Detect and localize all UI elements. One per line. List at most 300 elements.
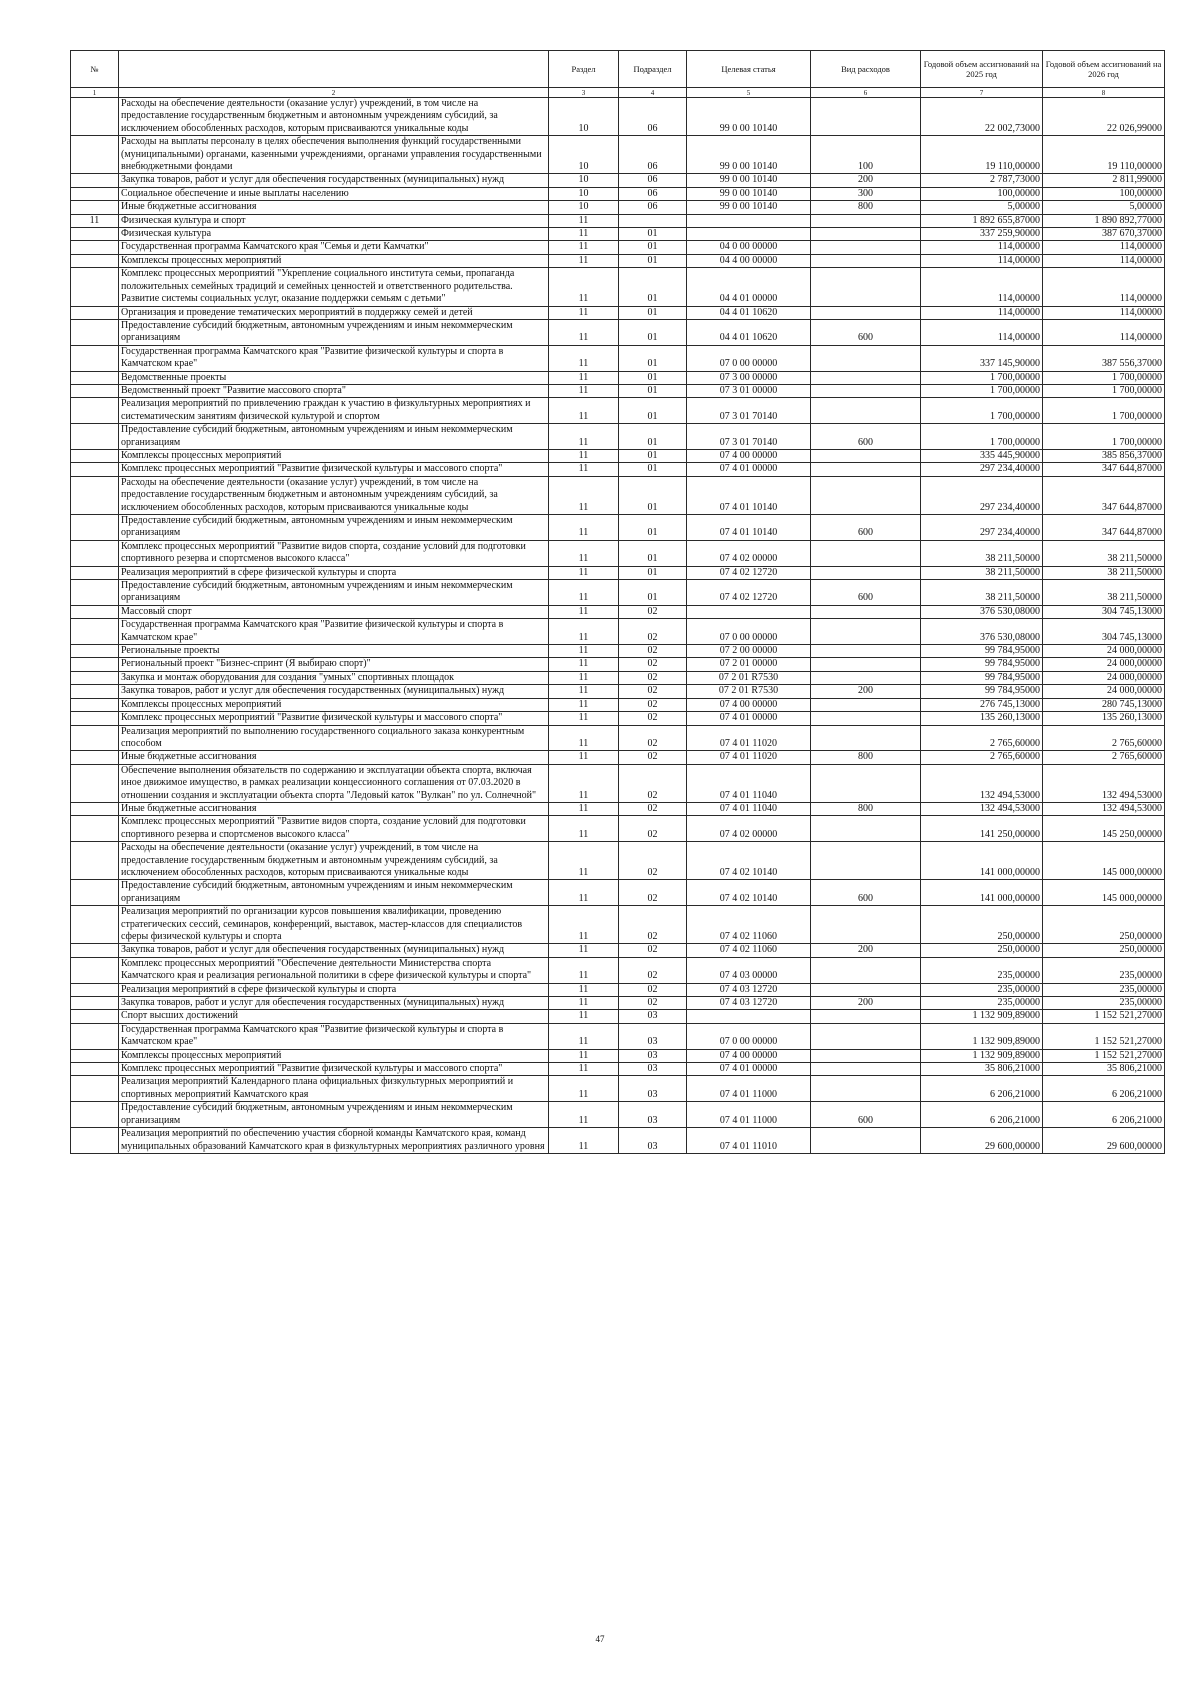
row-number-cell xyxy=(71,515,119,541)
target-article-cell: 07 0 00 00000 xyxy=(687,619,811,645)
expense-type-cell xyxy=(811,712,921,725)
target-article-cell: 07 3 01 70140 xyxy=(687,398,811,424)
header-volume-2025: Годовой объем ассигнований на 2025 год xyxy=(921,51,1043,88)
section-cell: 11 xyxy=(549,540,619,566)
volume-2026-cell: 2 811,99000 xyxy=(1043,174,1165,187)
target-article-cell: 07 4 00 00000 xyxy=(687,698,811,711)
volume-2025-cell: 29 600,00000 xyxy=(921,1128,1043,1154)
column-number: 6 xyxy=(811,88,921,98)
expense-type-cell xyxy=(811,957,921,983)
volume-2025-cell: 276 745,13000 xyxy=(921,698,1043,711)
volume-2025-cell: 135 260,13000 xyxy=(921,712,1043,725)
volume-2026-cell: 387 670,37000 xyxy=(1043,228,1165,241)
volume-2026-cell: 1 700,00000 xyxy=(1043,371,1165,384)
section-cell: 11 xyxy=(549,580,619,606)
volume-2025-cell: 297 234,40000 xyxy=(921,515,1043,541)
target-article-cell: 04 0 00 00000 xyxy=(687,241,811,254)
section-cell: 11 xyxy=(549,566,619,579)
column-number: 2 xyxy=(119,88,549,98)
subsection-cell: 01 xyxy=(619,540,687,566)
subsection-cell: 01 xyxy=(619,228,687,241)
volume-2026-cell: 387 556,37000 xyxy=(1043,345,1165,371)
item-name-cell: Государственная программа Камчатского края "Развитие физической культуры и спорта в Камчатском крае" xyxy=(119,1023,549,1049)
volume-2026-cell: 347 644,87000 xyxy=(1043,476,1165,514)
section-cell: 11 xyxy=(549,398,619,424)
section-cell: 11 xyxy=(549,957,619,983)
subsection-cell: 03 xyxy=(619,1076,687,1102)
expense-type-cell xyxy=(811,725,921,751)
expense-type-cell xyxy=(811,1010,921,1023)
target-article-cell xyxy=(687,228,811,241)
table-row xyxy=(71,698,1165,711)
header-volume-2026: Годовой объем ассигнований на 2026 год xyxy=(1043,51,1165,88)
item-name-cell: Закупка товаров, работ и услуг для обеспечения государственных (муниципальных) нужд xyxy=(119,944,549,957)
row-number-cell xyxy=(71,1049,119,1062)
section-cell: 11 xyxy=(549,214,619,227)
volume-2025-cell: 2 787,73000 xyxy=(921,174,1043,187)
section-cell: 10 xyxy=(549,98,619,136)
volume-2026-cell: 38 211,50000 xyxy=(1043,580,1165,606)
row-number-cell xyxy=(71,449,119,462)
row-number-cell xyxy=(71,566,119,579)
section-cell: 11 xyxy=(549,645,619,658)
section-cell: 11 xyxy=(549,1128,619,1154)
target-article-cell: 99 0 00 10140 xyxy=(687,174,811,187)
subsection-cell: 03 xyxy=(619,1102,687,1128)
table-row xyxy=(71,424,1165,450)
item-name-cell: Предоставление субсидий бюджетным, автономным учреждениям и иным некоммерческим организациям xyxy=(119,424,549,450)
volume-2025-cell: 2 765,60000 xyxy=(921,725,1043,751)
header-num: № xyxy=(71,51,119,88)
volume-2026-cell: 6 206,21000 xyxy=(1043,1102,1165,1128)
item-name-cell: Предоставление субсидий бюджетным, автономным учреждениям и иным некоммерческим организациям xyxy=(119,580,549,606)
subsection-cell: 02 xyxy=(619,698,687,711)
target-article-cell: 07 4 02 10140 xyxy=(687,880,811,906)
subsection-cell: 01 xyxy=(619,371,687,384)
volume-2026-cell: 347 644,87000 xyxy=(1043,463,1165,476)
row-number-cell xyxy=(71,725,119,751)
volume-2025-cell: 114,00000 xyxy=(921,306,1043,319)
item-name-cell: Региональный проект "Бизнес-спринт (Я выбираю спорт)" xyxy=(119,658,549,671)
section-cell: 10 xyxy=(549,201,619,214)
target-article-cell: 07 4 01 11000 xyxy=(687,1076,811,1102)
row-number-cell xyxy=(71,645,119,658)
expense-type-cell xyxy=(811,816,921,842)
table-row xyxy=(71,1049,1165,1062)
expense-type-cell xyxy=(811,764,921,802)
target-article-cell: 07 4 01 11020 xyxy=(687,725,811,751)
table-row xyxy=(71,764,1165,802)
subsection-cell: 02 xyxy=(619,712,687,725)
volume-2025-cell: 235,00000 xyxy=(921,983,1043,996)
volume-2025-cell: 1 700,00000 xyxy=(921,371,1043,384)
subsection-cell: 01 xyxy=(619,449,687,462)
section-cell: 10 xyxy=(549,136,619,174)
item-name-cell: Комплекс процессных мероприятий "Развитие видов спорта, создание условий для подготовки спортивного резерва и спортсменов высокого класса" xyxy=(119,540,549,566)
table-row xyxy=(71,268,1165,306)
expense-type-cell: 600 xyxy=(811,424,921,450)
item-name-cell: Закупка и монтаж оборудования для создания "умных" спортивных площадок xyxy=(119,671,549,684)
item-name-cell: Комплексы процессных мероприятий xyxy=(119,254,549,267)
row-number-cell xyxy=(71,463,119,476)
item-name-cell: Физическая культура xyxy=(119,228,549,241)
volume-2025-cell: 132 494,53000 xyxy=(921,802,1043,815)
volume-2026-cell: 24 000,00000 xyxy=(1043,658,1165,671)
item-name-cell: Иные бюджетные ассигнования xyxy=(119,802,549,815)
section-cell: 11 xyxy=(549,906,619,944)
volume-2026-cell: 1 152 521,27000 xyxy=(1043,1023,1165,1049)
item-name-cell: Комплекс процессных мероприятий "Развитие физической культуры и массового спорта" xyxy=(119,463,549,476)
volume-2025-cell: 337 145,90000 xyxy=(921,345,1043,371)
table-row xyxy=(71,842,1165,880)
target-article-cell: 07 2 00 00000 xyxy=(687,645,811,658)
expense-type-cell xyxy=(811,241,921,254)
item-name-cell: Физическая культура и спорт xyxy=(119,214,549,227)
expense-type-cell xyxy=(811,476,921,514)
volume-2026-cell: 19 110,00000 xyxy=(1043,136,1165,174)
row-number-cell xyxy=(71,540,119,566)
subsection-cell: 02 xyxy=(619,880,687,906)
item-name-cell: Расходы на обеспечение деятельности (оказание услуг) учреждений, в том числе на предоставление государственным бюджетным и автономным учреждениям субсидий, за исключением обособленных расходов, которым присваиваются уникальные коды xyxy=(119,842,549,880)
row-number-cell xyxy=(71,228,119,241)
subsection-cell: 02 xyxy=(619,906,687,944)
item-name-cell: Ведомственные проекты xyxy=(119,371,549,384)
section-cell: 11 xyxy=(549,880,619,906)
volume-2026-cell: 385 856,37000 xyxy=(1043,449,1165,462)
volume-2026-cell: 250,00000 xyxy=(1043,906,1165,944)
target-article-cell: 07 0 00 00000 xyxy=(687,345,811,371)
table-row xyxy=(71,1010,1165,1023)
item-name-cell: Социальное обеспечение и иные выплаты населению xyxy=(119,187,549,200)
section-cell: 11 xyxy=(549,751,619,764)
volume-2026-cell: 29 600,00000 xyxy=(1043,1128,1165,1154)
item-name-cell: Спорт высших достижений xyxy=(119,1010,549,1023)
volume-2026-cell: 235,00000 xyxy=(1043,983,1165,996)
table-row xyxy=(71,906,1165,944)
expense-type-cell xyxy=(811,254,921,267)
expense-type-cell xyxy=(811,1128,921,1154)
expense-type-cell xyxy=(811,1023,921,1049)
item-name-cell: Обеспечение выполнения обязательств по содержанию и эксплуатации объекта спорта, включая иное движимое имущество, в рамках реализации концессионного соглашения от 07.03.2020 в отношении создания и эксплуатации объекта спорта "Ледовый каток "Вулкан" по ул. Солнечной" xyxy=(119,764,549,802)
volume-2025-cell: 1 132 909,89000 xyxy=(921,1049,1043,1062)
expense-type-cell xyxy=(811,983,921,996)
volume-2025-cell: 99 784,95000 xyxy=(921,685,1043,698)
section-cell: 11 xyxy=(549,1049,619,1062)
expense-type-cell xyxy=(811,384,921,397)
volume-2025-cell: 376 530,08000 xyxy=(921,605,1043,618)
volume-2025-cell: 99 784,95000 xyxy=(921,658,1043,671)
volume-2026-cell: 280 745,13000 xyxy=(1043,698,1165,711)
section-cell: 10 xyxy=(549,187,619,200)
item-name-cell: Предоставление субсидий бюджетным, автономным учреждениям и иным некоммерческим организациям xyxy=(119,880,549,906)
section-cell: 11 xyxy=(549,764,619,802)
target-article-cell: 07 4 00 00000 xyxy=(687,449,811,462)
table-row xyxy=(71,983,1165,996)
table-row xyxy=(71,880,1165,906)
target-article-cell: 07 4 01 11020 xyxy=(687,751,811,764)
row-number-cell xyxy=(71,906,119,944)
table-row xyxy=(71,1023,1165,1049)
volume-2025-cell: 1 132 909,89000 xyxy=(921,1010,1043,1023)
table-row xyxy=(71,515,1165,541)
volume-2025-cell: 1 700,00000 xyxy=(921,424,1043,450)
item-name-cell: Комплексы процессных мероприятий xyxy=(119,449,549,462)
table-row xyxy=(71,645,1165,658)
row-number-cell xyxy=(71,1063,119,1076)
volume-2026-cell: 2 765,60000 xyxy=(1043,725,1165,751)
volume-2026-cell: 114,00000 xyxy=(1043,319,1165,345)
subsection-cell: 02 xyxy=(619,619,687,645)
target-article-cell: 04 4 00 00000 xyxy=(687,254,811,267)
section-cell: 11 xyxy=(549,802,619,815)
column-number: 4 xyxy=(619,88,687,98)
subsection-cell: 06 xyxy=(619,201,687,214)
subsection-cell: 01 xyxy=(619,319,687,345)
target-article-cell xyxy=(687,1010,811,1023)
table-row xyxy=(71,685,1165,698)
item-name-cell: Реализация мероприятий в сфере физической культуры и спорта xyxy=(119,983,549,996)
target-article-cell: 99 0 00 10140 xyxy=(687,98,811,136)
subsection-cell: 02 xyxy=(619,671,687,684)
subsection-cell: 03 xyxy=(619,1049,687,1062)
table-row xyxy=(71,566,1165,579)
section-cell: 11 xyxy=(549,449,619,462)
table-row xyxy=(71,136,1165,174)
section-cell: 11 xyxy=(549,1010,619,1023)
subsection-cell: 03 xyxy=(619,1128,687,1154)
target-article-cell: 07 4 02 00000 xyxy=(687,816,811,842)
row-number-cell xyxy=(71,751,119,764)
item-name-cell: Закупка товаров, работ и услуг для обеспечения государственных (муниципальных) нужд xyxy=(119,174,549,187)
volume-2026-cell: 114,00000 xyxy=(1043,241,1165,254)
row-number-cell xyxy=(71,671,119,684)
volume-2025-cell: 6 206,21000 xyxy=(921,1076,1043,1102)
target-article-cell: 07 4 01 11010 xyxy=(687,1128,811,1154)
volume-2025-cell: 1 132 909,89000 xyxy=(921,1023,1043,1049)
table-row xyxy=(71,605,1165,618)
subsection-cell: 02 xyxy=(619,957,687,983)
target-article-cell: 04 4 01 10620 xyxy=(687,306,811,319)
volume-2025-cell: 1 700,00000 xyxy=(921,384,1043,397)
volume-2025-cell: 141 000,00000 xyxy=(921,842,1043,880)
row-number-cell xyxy=(71,345,119,371)
section-cell: 11 xyxy=(549,424,619,450)
table-body xyxy=(71,98,1165,1154)
table-row xyxy=(71,751,1165,764)
expense-type-cell: 800 xyxy=(811,201,921,214)
item-name-cell: Иные бюджетные ассигнования xyxy=(119,751,549,764)
volume-2026-cell: 38 211,50000 xyxy=(1043,566,1165,579)
volume-2026-cell: 1 152 521,27000 xyxy=(1043,1010,1165,1023)
volume-2026-cell: 250,00000 xyxy=(1043,944,1165,957)
subsection-cell: 01 xyxy=(619,476,687,514)
section-cell: 11 xyxy=(549,371,619,384)
target-article-cell: 07 4 02 12720 xyxy=(687,580,811,606)
expense-type-cell xyxy=(811,228,921,241)
expense-type-cell xyxy=(811,1076,921,1102)
section-cell: 11 xyxy=(549,1076,619,1102)
volume-2026-cell: 235,00000 xyxy=(1043,957,1165,983)
table-row xyxy=(71,319,1165,345)
section-cell: 11 xyxy=(549,1023,619,1049)
table-row xyxy=(71,254,1165,267)
column-number: 5 xyxy=(687,88,811,98)
volume-2026-cell: 24 000,00000 xyxy=(1043,685,1165,698)
section-cell: 11 xyxy=(549,319,619,345)
subsection-cell: 01 xyxy=(619,566,687,579)
row-number-cell xyxy=(71,1102,119,1128)
item-name-cell: Расходы на выплаты персоналу в целях обеспечения выполнения функций государственными (муниципальными) органами, казенными учреждениями, органами управления государственными внебюджетными фондами xyxy=(119,136,549,174)
target-article-cell: 07 2 01 R7530 xyxy=(687,671,811,684)
section-cell: 11 xyxy=(549,983,619,996)
expense-type-cell xyxy=(811,645,921,658)
table-row xyxy=(71,580,1165,606)
expense-type-cell xyxy=(811,1063,921,1076)
table-row xyxy=(71,201,1165,214)
table-row xyxy=(71,1128,1165,1154)
item-name-cell: Государственная программа Камчатского края "Развитие физической культуры и спорта в Камчатском крае" xyxy=(119,619,549,645)
volume-2025-cell: 335 445,90000 xyxy=(921,449,1043,462)
subsection-cell: 02 xyxy=(619,685,687,698)
table-row xyxy=(71,671,1165,684)
target-article-cell: 99 0 00 10140 xyxy=(687,187,811,200)
expense-type-cell: 600 xyxy=(811,1102,921,1128)
row-number-cell xyxy=(71,658,119,671)
expense-type-cell xyxy=(811,698,921,711)
target-article-cell: 07 4 02 12720 xyxy=(687,566,811,579)
subsection-cell xyxy=(619,214,687,227)
subsection-cell: 03 xyxy=(619,1010,687,1023)
expense-type-cell: 600 xyxy=(811,319,921,345)
subsection-cell: 06 xyxy=(619,98,687,136)
volume-2025-cell: 5,00000 xyxy=(921,201,1043,214)
section-cell: 11 xyxy=(549,345,619,371)
table-row xyxy=(71,725,1165,751)
target-article-cell: 07 4 02 11060 xyxy=(687,906,811,944)
target-article-cell: 07 2 01 R7530 xyxy=(687,685,811,698)
volume-2026-cell: 114,00000 xyxy=(1043,268,1165,306)
item-name-cell: Предоставление субсидий бюджетным, автономным учреждениям и иным некоммерческим организациям xyxy=(119,515,549,541)
item-name-cell: Закупка товаров, работ и услуг для обеспечения государственных (муниципальных) нужд xyxy=(119,685,549,698)
item-name-cell: Реализация мероприятий по обеспечению участия сборной команды Камчатского края, команд муниципальных образований Камчатского края в физкультурных мероприятиях различного уровня xyxy=(119,1128,549,1154)
row-number-cell xyxy=(71,98,119,136)
expense-type-cell xyxy=(811,306,921,319)
volume-2025-cell: 1 892 655,87000 xyxy=(921,214,1043,227)
target-article-cell xyxy=(687,605,811,618)
volume-2025-cell: 141 000,00000 xyxy=(921,880,1043,906)
volume-2026-cell: 347 644,87000 xyxy=(1043,515,1165,541)
subsection-cell: 02 xyxy=(619,645,687,658)
table-row xyxy=(71,174,1165,187)
table-row xyxy=(71,944,1165,957)
volume-2025-cell: 235,00000 xyxy=(921,957,1043,983)
expense-type-cell xyxy=(811,98,921,136)
item-name-cell: Массовый спорт xyxy=(119,605,549,618)
volume-2025-cell: 114,00000 xyxy=(921,254,1043,267)
expense-type-cell: 800 xyxy=(811,802,921,815)
target-article-cell: 07 4 03 00000 xyxy=(687,957,811,983)
table-row xyxy=(71,476,1165,514)
volume-2025-cell: 114,00000 xyxy=(921,241,1043,254)
expense-type-cell: 600 xyxy=(811,880,921,906)
row-number-cell xyxy=(71,802,119,815)
row-number-cell xyxy=(71,268,119,306)
expense-type-cell: 600 xyxy=(811,515,921,541)
target-article-cell: 07 0 00 00000 xyxy=(687,1023,811,1049)
row-number-cell xyxy=(71,1010,119,1023)
section-cell: 11 xyxy=(549,306,619,319)
expense-type-cell: 100 xyxy=(811,136,921,174)
table-row xyxy=(71,712,1165,725)
volume-2025-cell: 132 494,53000 xyxy=(921,764,1043,802)
expense-type-cell: 600 xyxy=(811,580,921,606)
row-number-cell xyxy=(71,424,119,450)
item-name-cell: Комплекс процессных мероприятий "Развитие физической культуры и массового спорта" xyxy=(119,1063,549,1076)
section-cell: 11 xyxy=(549,816,619,842)
item-name-cell: Комплекс процессных мероприятий "Обеспечение деятельности Министерства спорта Камчатского края и реализация региональной политики в сфере физической культуры и спорта" xyxy=(119,957,549,983)
column-number: 1 xyxy=(71,88,119,98)
volume-2025-cell: 250,00000 xyxy=(921,944,1043,957)
subsection-cell: 02 xyxy=(619,764,687,802)
row-number-cell xyxy=(71,605,119,618)
volume-2025-cell: 297 234,40000 xyxy=(921,476,1043,514)
volume-2026-cell: 304 745,13000 xyxy=(1043,619,1165,645)
header-subsection: Подраздел xyxy=(619,51,687,88)
expense-type-cell: 200 xyxy=(811,174,921,187)
volume-2025-cell: 38 211,50000 xyxy=(921,540,1043,566)
subsection-cell: 02 xyxy=(619,997,687,1010)
row-number-cell xyxy=(71,880,119,906)
volume-2026-cell: 114,00000 xyxy=(1043,254,1165,267)
expense-type-cell xyxy=(811,463,921,476)
volume-2025-cell: 2 765,60000 xyxy=(921,751,1043,764)
expense-type-cell: 200 xyxy=(811,997,921,1010)
table-row xyxy=(71,384,1165,397)
table-row xyxy=(71,398,1165,424)
item-name-cell: Предоставление субсидий бюджетным, автономным учреждениям и иным некоммерческим организациям xyxy=(119,319,549,345)
volume-2025-cell: 235,00000 xyxy=(921,997,1043,1010)
subsection-cell: 01 xyxy=(619,398,687,424)
item-name-cell: Реализация мероприятий по организации курсов повышения квалификации, проведению стратегических сессий, семинаров, конференций, выставок, мастер-классов для специалистов сферы физической культуры и спорта xyxy=(119,906,549,944)
subsection-cell: 01 xyxy=(619,580,687,606)
expense-type-cell xyxy=(811,658,921,671)
column-number-row xyxy=(71,88,1165,98)
expense-type-cell xyxy=(811,214,921,227)
item-name-cell: Комплекс процессных мероприятий "Развитие видов спорта, создание условий для подготовки спортивного резерва и спортсменов высокого класса" xyxy=(119,816,549,842)
item-name-cell: Закупка товаров, работ и услуг для обеспечения государственных (муниципальных) нужд xyxy=(119,997,549,1010)
subsection-cell: 02 xyxy=(619,658,687,671)
row-number-cell xyxy=(71,619,119,645)
target-article-cell: 07 4 03 12720 xyxy=(687,997,811,1010)
item-name-cell: Региональные проекты xyxy=(119,645,549,658)
table-row xyxy=(71,371,1165,384)
row-number-cell xyxy=(71,306,119,319)
item-name-cell: Ведомственный проект "Развитие массового спорта" xyxy=(119,384,549,397)
volume-2025-cell: 114,00000 xyxy=(921,319,1043,345)
section-cell: 11 xyxy=(549,268,619,306)
row-number-cell xyxy=(71,254,119,267)
row-number-cell xyxy=(71,712,119,725)
table-row xyxy=(71,463,1165,476)
volume-2025-cell: 337 259,90000 xyxy=(921,228,1043,241)
subsection-cell: 01 xyxy=(619,268,687,306)
item-name-cell: Реализация мероприятий в сфере физической культуры и спорта xyxy=(119,566,549,579)
item-name-cell: Комплекс процессных мероприятий "Укрепление социального института семьи, пропаганда положительных семейных традиций и семейных ценностей и ответственного родительства. Развитие системы социальных услуг, оказание поддержки семьям с детьми" xyxy=(119,268,549,306)
subsection-cell: 01 xyxy=(619,345,687,371)
row-number-cell xyxy=(71,241,119,254)
target-article-cell: 07 4 01 00000 xyxy=(687,712,811,725)
row-number-cell xyxy=(71,201,119,214)
